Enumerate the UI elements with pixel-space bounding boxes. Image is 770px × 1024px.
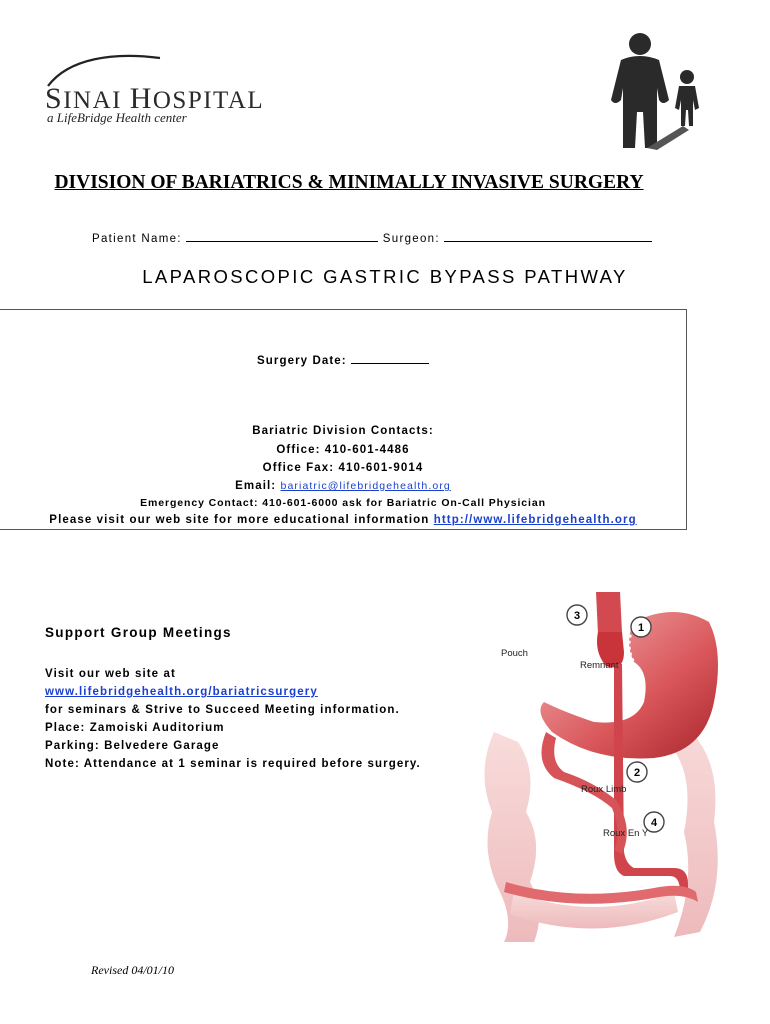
email-line: [0, 480, 686, 492]
patient-name-label: Patient Name:: [92, 233, 182, 245]
esophagus: [596, 592, 622, 634]
support-parking: Parking: Belvedere Garage: [45, 740, 220, 752]
stomach-remnant: [540, 612, 718, 758]
hospital-logo-name: SINAI HOSPITAL: [45, 82, 265, 115]
label-roux-en-y: Roux En Y: [603, 828, 649, 839]
office-phone: Office: 410-601-4486: [276, 444, 410, 456]
pathway-title: LAPAROSCOPIC GASTRIC BYPASS PATHWAY: [142, 266, 628, 287]
website-text: Please visit our web site for more educational information: [49, 514, 430, 526]
website-line: [0, 514, 686, 526]
label-pouch: Pouch: [501, 648, 528, 659]
support-note: Note: Attendance at 1 seminar is required before surgery.: [45, 758, 421, 770]
surgery-date-blank[interactable]: [351, 352, 429, 364]
patient-surgeon-line: [92, 230, 652, 245]
gastric-bypass-diagram: [474, 592, 734, 952]
surgery-date-label: Surgery Date:: [256, 355, 347, 367]
email-label: Email:: [235, 480, 277, 492]
marker-1-text: 1: [637, 622, 645, 634]
patient-name-blank[interactable]: [186, 230, 378, 242]
support-seminars-text: for seminars & Strive to Succeed Meeting information.: [45, 704, 400, 716]
label-roux-limb: Roux Limb: [581, 784, 627, 795]
division-title: DIVISION OF BARIATRICS & MINIMALLY INVASIVE SURGERY: [54, 172, 644, 193]
support-place: Place: Zamoiski Auditorium: [45, 722, 225, 734]
emergency-contact: Emergency Contact: 410-601-6000 ask for Bariatric On-Call Physician: [140, 497, 546, 509]
office-fax: Office Fax: 410-601-9014: [262, 462, 424, 474]
revised-date: Revised 04/01/10: [91, 963, 174, 977]
surgeon-label: Surgeon:: [382, 233, 440, 245]
hospital-logo-tagline: a LifeBridge Health center: [47, 110, 187, 125]
marker-2-text: 2: [633, 767, 641, 779]
marker-3-text: 3: [573, 610, 581, 622]
marker-4-text: 4: [650, 817, 658, 829]
support-visit-text: Visit our web site at: [45, 668, 176, 680]
website-link[interactable]: http://www.lifebridgehealth.org: [433, 514, 637, 526]
email-link[interactable]: bariatric@lifebridgehealth.org: [280, 480, 451, 492]
surgery-date-line: [0, 352, 686, 367]
contacts-heading: Bariatric Division Contacts:: [252, 425, 434, 437]
label-remnant: Remnant: [580, 660, 619, 671]
surgeon-blank[interactable]: [444, 230, 652, 242]
support-website-link[interactable]: www.lifebridgehealth.org/bariatricsurgery: [45, 686, 318, 698]
people-silhouette-icon: [603, 30, 703, 155]
support-group-heading: Support Group Meetings: [45, 625, 232, 640]
